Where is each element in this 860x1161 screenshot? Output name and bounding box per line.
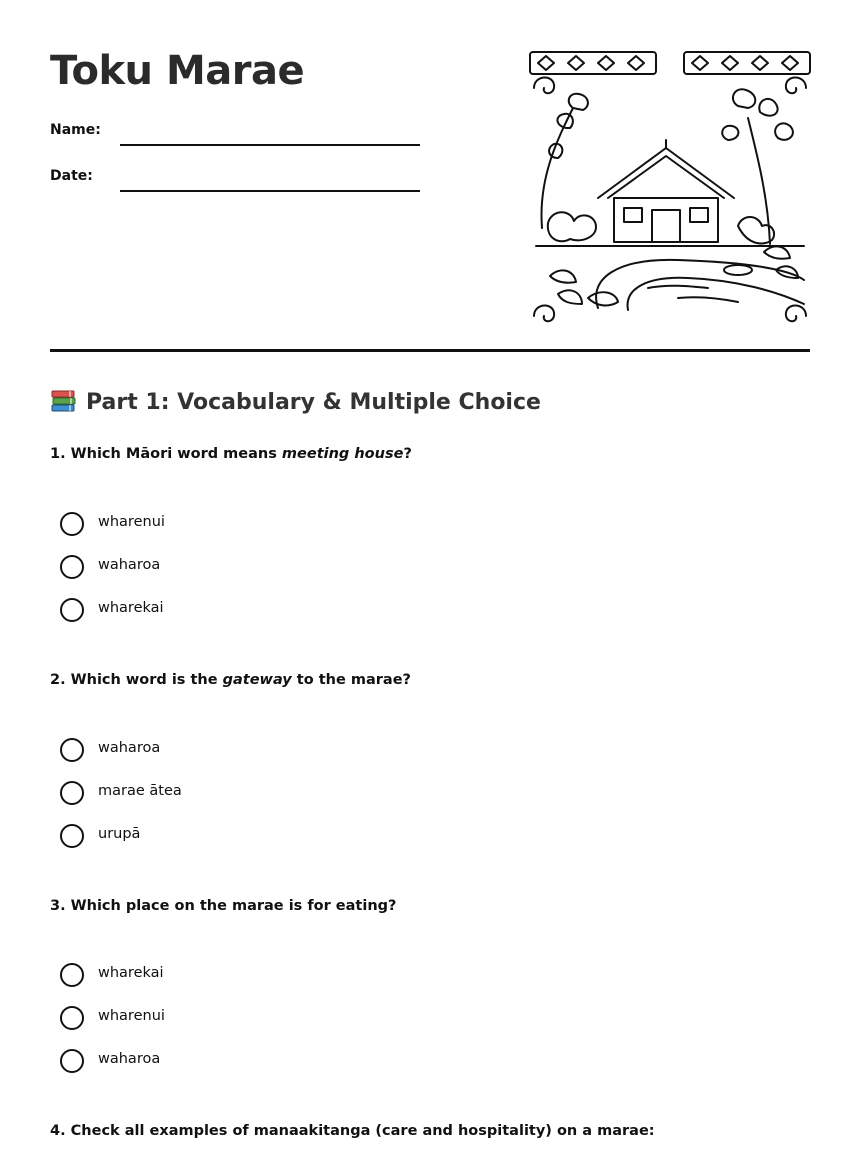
option-label: wharekai (98, 965, 164, 981)
radio-button[interactable] (60, 1049, 84, 1073)
radio-button[interactable] (60, 512, 84, 536)
question-1-emphasis: meeting house (281, 446, 404, 462)
question-3-text: 3. Which place on the marae is for eating? (50, 898, 397, 914)
section-title-text: Part 1: Vocabulary & Multiple Choice (86, 390, 541, 415)
question-2-emphasis: gateway (222, 672, 292, 688)
radio-button[interactable] (60, 963, 84, 987)
page-title: Toku Marae (50, 48, 305, 94)
radio-button[interactable] (60, 781, 84, 805)
option-label: marae ātea (98, 783, 182, 799)
radio-button[interactable] (60, 598, 84, 622)
date-label: Date: (50, 168, 93, 184)
option-label: wharenui (98, 1008, 165, 1024)
question-3 (50, 898, 396, 914)
option-label: waharoa (98, 557, 161, 573)
option-label: urupā (98, 826, 141, 842)
question-2-end: to the marae? (291, 672, 411, 688)
marae-illustration (528, 48, 812, 332)
option-label: wharenui (98, 514, 165, 530)
books-icon (50, 389, 78, 413)
option-label: wharekai (98, 600, 164, 616)
radio-button[interactable] (60, 824, 84, 848)
question-4 (50, 1123, 655, 1139)
question-1-end: ? (403, 446, 412, 462)
border-pattern-top-left (530, 52, 656, 74)
section-title (50, 389, 541, 415)
section-divider (50, 349, 810, 352)
date-field[interactable] (50, 162, 420, 192)
radio-button[interactable] (60, 1006, 84, 1030)
question-2-text: 2. Which word is the (50, 672, 223, 688)
name-label: Name: (50, 122, 101, 138)
name-field[interactable] (50, 116, 420, 146)
radio-button[interactable] (60, 738, 84, 762)
option-label: waharoa (98, 740, 161, 756)
name-line[interactable] (120, 144, 420, 146)
question-1-text: 1. Which Māori word means (50, 446, 282, 462)
option-label: waharoa (98, 1051, 161, 1067)
question-1 (50, 446, 412, 462)
radio-button[interactable] (60, 555, 84, 579)
date-line[interactable] (120, 190, 420, 192)
border-pattern-top-right (684, 52, 810, 74)
question-4-text: 4. Check all examples of manaakitanga (care and hospitality) on a marae: (50, 1123, 655, 1139)
question-2 (50, 672, 411, 688)
